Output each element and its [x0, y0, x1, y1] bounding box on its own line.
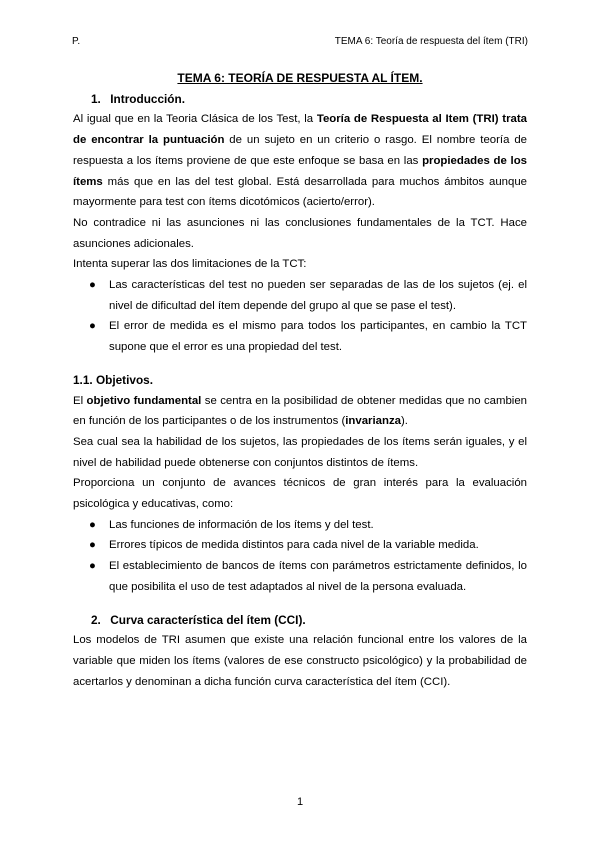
list-item	[73, 316, 527, 357]
section-1-paragraph-2: No contradice ni las asunciones ni las conclusiones fundamentales de la TCT. Hace asunciones adicionales.	[73, 216, 527, 250]
spacer	[73, 598, 527, 610]
list-item	[73, 535, 527, 556]
bold-span: Teoría de Respuesta al Item (TRI) trata de encontrar la puntuación	[73, 113, 527, 147]
text-span: se centra en la posibilidad de obtener medidas que no cambien en función de los participantes o de los instrumentos (	[73, 394, 528, 428]
section-1-paragraph-1	[73, 109, 527, 213]
section-2-number: 2.	[91, 612, 101, 627]
bold-span: propiedades de los ítems	[73, 154, 527, 188]
list-item	[73, 515, 527, 536]
text-span: El	[73, 394, 87, 407]
bullet-icon: ●	[89, 518, 96, 531]
text-span: Al igual que en la Teoria Clásica de los Test, la	[73, 113, 317, 126]
section-1-1-paragraph-3: Proporciona un conjunto de avances técnicos de gran interés para la evaluación psicológica y educativas, como:	[73, 477, 527, 511]
section-1-number: 1.	[91, 91, 101, 106]
bullet-icon: ●	[89, 320, 96, 333]
section-2-title: Curva característica del ítem (CCI).	[110, 612, 306, 627]
header-right: TEMA 6: Teoría de respuesta del ítem (TRI)	[334, 36, 528, 47]
bullet-icon: ●	[89, 560, 96, 573]
section-1-bullet-list	[73, 275, 527, 358]
section-1-1-heading: 1.1. Objetivos.	[73, 372, 153, 387]
list-item-text: Errores típicos de medida distintos para cada nivel de la variable medida.	[109, 539, 479, 552]
section-2-paragraph-1: Los modelos de TRI asumen que existe una relación funcional entre los valores de la variable que miden los ítems (valores de ese constructo psicológico) y la probabilidad de acertarlos y denominan a dicha función curva característica del ítem (CCI).	[73, 634, 527, 688]
text-span: más que en las del test global. Está desarrollada para muchos ámbitos aunque mayormente para test con ítems dicotómicos (acierto/error).	[73, 175, 527, 209]
section-1-heading	[73, 89, 527, 110]
list-item	[73, 556, 527, 597]
list-item-text: El establecimiento de bancos de ítems con parámetros estrictamente definidos, lo que posibilita el uso de test adaptados al nivel de la persona evaluada.	[109, 560, 527, 593]
section-1-1-bullet-list	[73, 515, 527, 598]
header-left: P.	[72, 36, 81, 47]
section-1-1-paragraph-1	[73, 391, 527, 432]
bold-span: objetivo fundamental	[86, 394, 202, 407]
bullet-icon: ●	[89, 539, 96, 552]
page-number: 1	[296, 796, 304, 808]
section-1-1-paragraph-2: Sea cual sea la habilidad de los sujetos, las propiedades de los ítems serán iguales, y el nivel de habilidad puede obtenerse con conjuntos distintos de ítems.	[73, 435, 527, 469]
section-1-title: Introducción.	[110, 91, 185, 106]
text-span: de un sujeto en un criterio o rasgo. El nombre teoría de respuesta a los ítems proviene de que este enfoque se basa en las	[73, 134, 527, 167]
list-item-text: Las características del test no pueden ser separadas de las de los sujetos (ej. el nivel de dificultad del ítem depende del grupo al que se pase el test).	[109, 279, 527, 312]
list-item	[73, 275, 527, 316]
bullet-icon: ●	[89, 279, 96, 292]
page-title: TEMA 6: TEORÍA DE RESPUESTA AL ÍTEM.	[177, 71, 423, 85]
section-1-paragraph-3: Intenta superar las dos limitaciones de la TCT:	[73, 258, 307, 271]
bold-span: invarianza	[345, 415, 401, 428]
spacer	[73, 358, 527, 370]
page-content	[73, 68, 527, 692]
text-span: ).	[400, 415, 408, 428]
section-2-heading	[73, 610, 527, 631]
list-item-text: El error de medida es el mismo para todos los participantes, en cambio la TCT supone que el error es una propiedad del test.	[109, 320, 527, 354]
list-item-text: Las funciones de información de los ítems y del test.	[109, 518, 374, 531]
